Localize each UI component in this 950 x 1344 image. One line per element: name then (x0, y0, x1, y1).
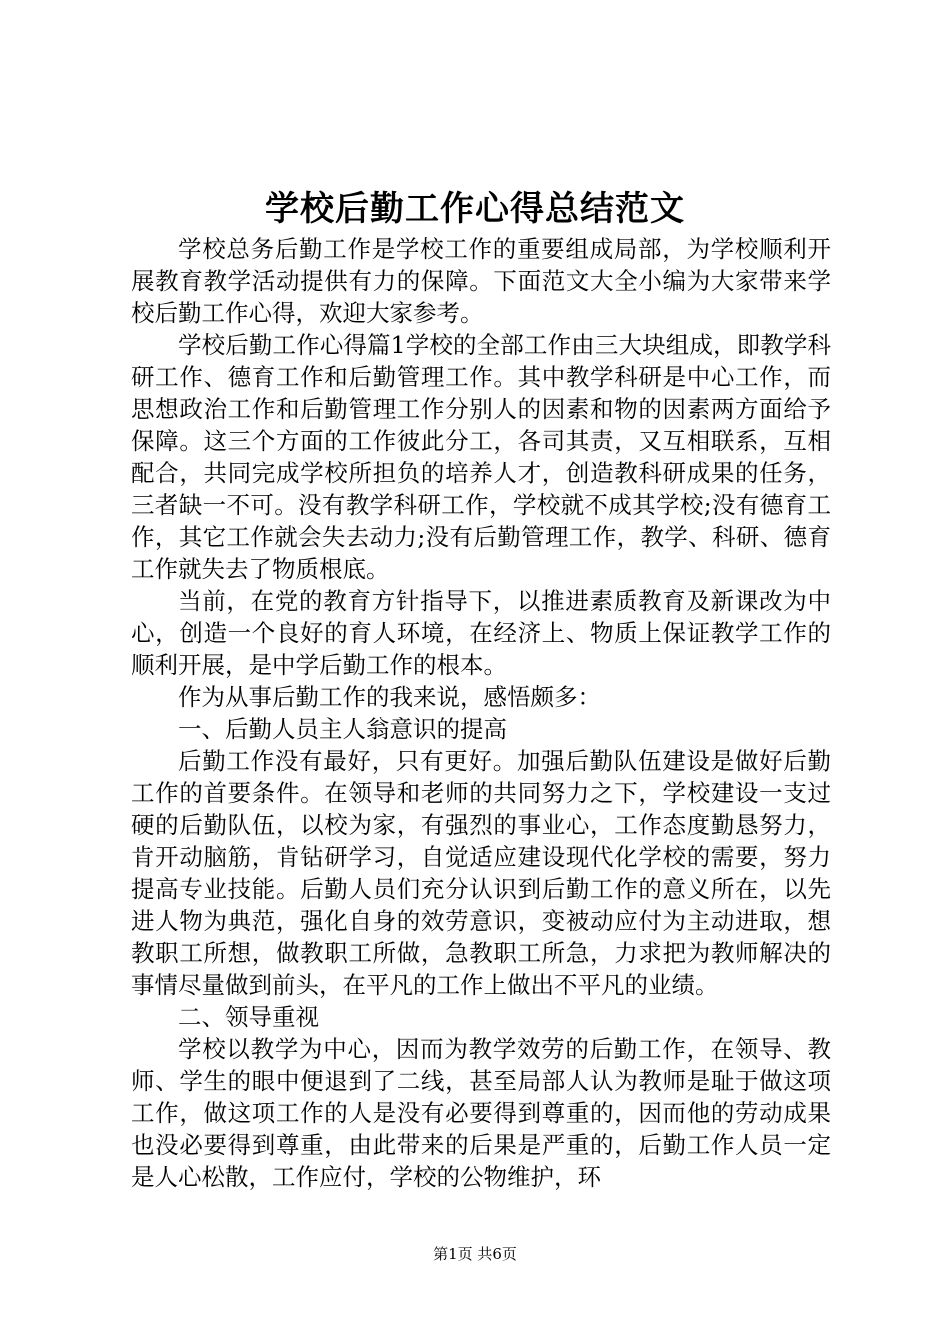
paragraph-intro: 学校总务后勤工作是学校工作的重要组成局部，为学校顺利开展教育教学活动提供有力的保障。下面范文大全小编为大家带来学校后勤工作心得，欢迎大家参考。 (131, 235, 831, 327)
document-body (131, 233, 831, 1193)
page-number: 第1页 共6页 (433, 1245, 517, 1263)
document-title: 学校后勤工作心得总结范文 (265, 189, 685, 229)
paragraph-section-2: 学校以教学为中心，因而为教学效劳的后勤工作，在领导、教师、学生的眼中便退到了二线，甚至局部人认为教师是耻于做这项工作，做这项工作的人是没有必要得到尊重的，因而他的劳动成果也没必要得到尊重，由此带来的后果是严重的，后勤工作人员一定是人心松散，工作应付，学校的公物维护，环 (131, 1035, 831, 1191)
section-heading-1: 一、后勤人员主人翁意识的提高 (178, 715, 507, 743)
paragraph-reflection: 作为从事后勤工作的我来说，感悟颇多： (178, 683, 601, 711)
paragraph-section-1: 后勤工作没有最好，只有更好。加强后勤队伍建设是做好后勤工作的首要条件。在领导和老师的共同努力之下，学校建设一支过硬的后勤队伍，以校为家，有强烈的事业心，工作态度勤恳努力，肯开动脑筋，肯钻研学习，自觉适应建设现代化学校的需要，努力提高专业技能。后勤人员们充分认识到后勤工作的意义所在，以先进人物为典范，强化自身的效劳意识，变被动应付为主动进取，想教职工所想，做教职工所做，急教职工所急，力求把为教师解决的事情尽量做到前头，在平凡的工作上做出不平凡的业绩。 (131, 747, 831, 999)
paragraph-article-1: 学校后勤工作心得篇1学校的全部工作由三大块组成，即教学科研工作、德育工作和后勤管理工作。其中教学科研是中心工作，而思想政治工作和后勤管理工作分别人的因素和物的因素两方面给予保障。这三个方面的工作彼此分工，各司其责，又互相联系，互相配合，共同完成学校所担负的培养人才，创造教科研成果的任务，三者缺一不可。没有教学科研工作，学校就不成其学校;没有德育工作，其它工作就会失去动力;没有后勤管理工作，教学、科研、德育工作就失去了物质根底。 (131, 331, 831, 583)
paragraph-current: 当前，在党的教育方针指导下，以推进素质教育及新课改为中心，创造一个良好的育人环境，在经济上、物质上保证教学工作的顺利开展，是中学后勤工作的根本。 (131, 587, 831, 679)
section-heading-2: 二、领导重视 (178, 1003, 319, 1031)
